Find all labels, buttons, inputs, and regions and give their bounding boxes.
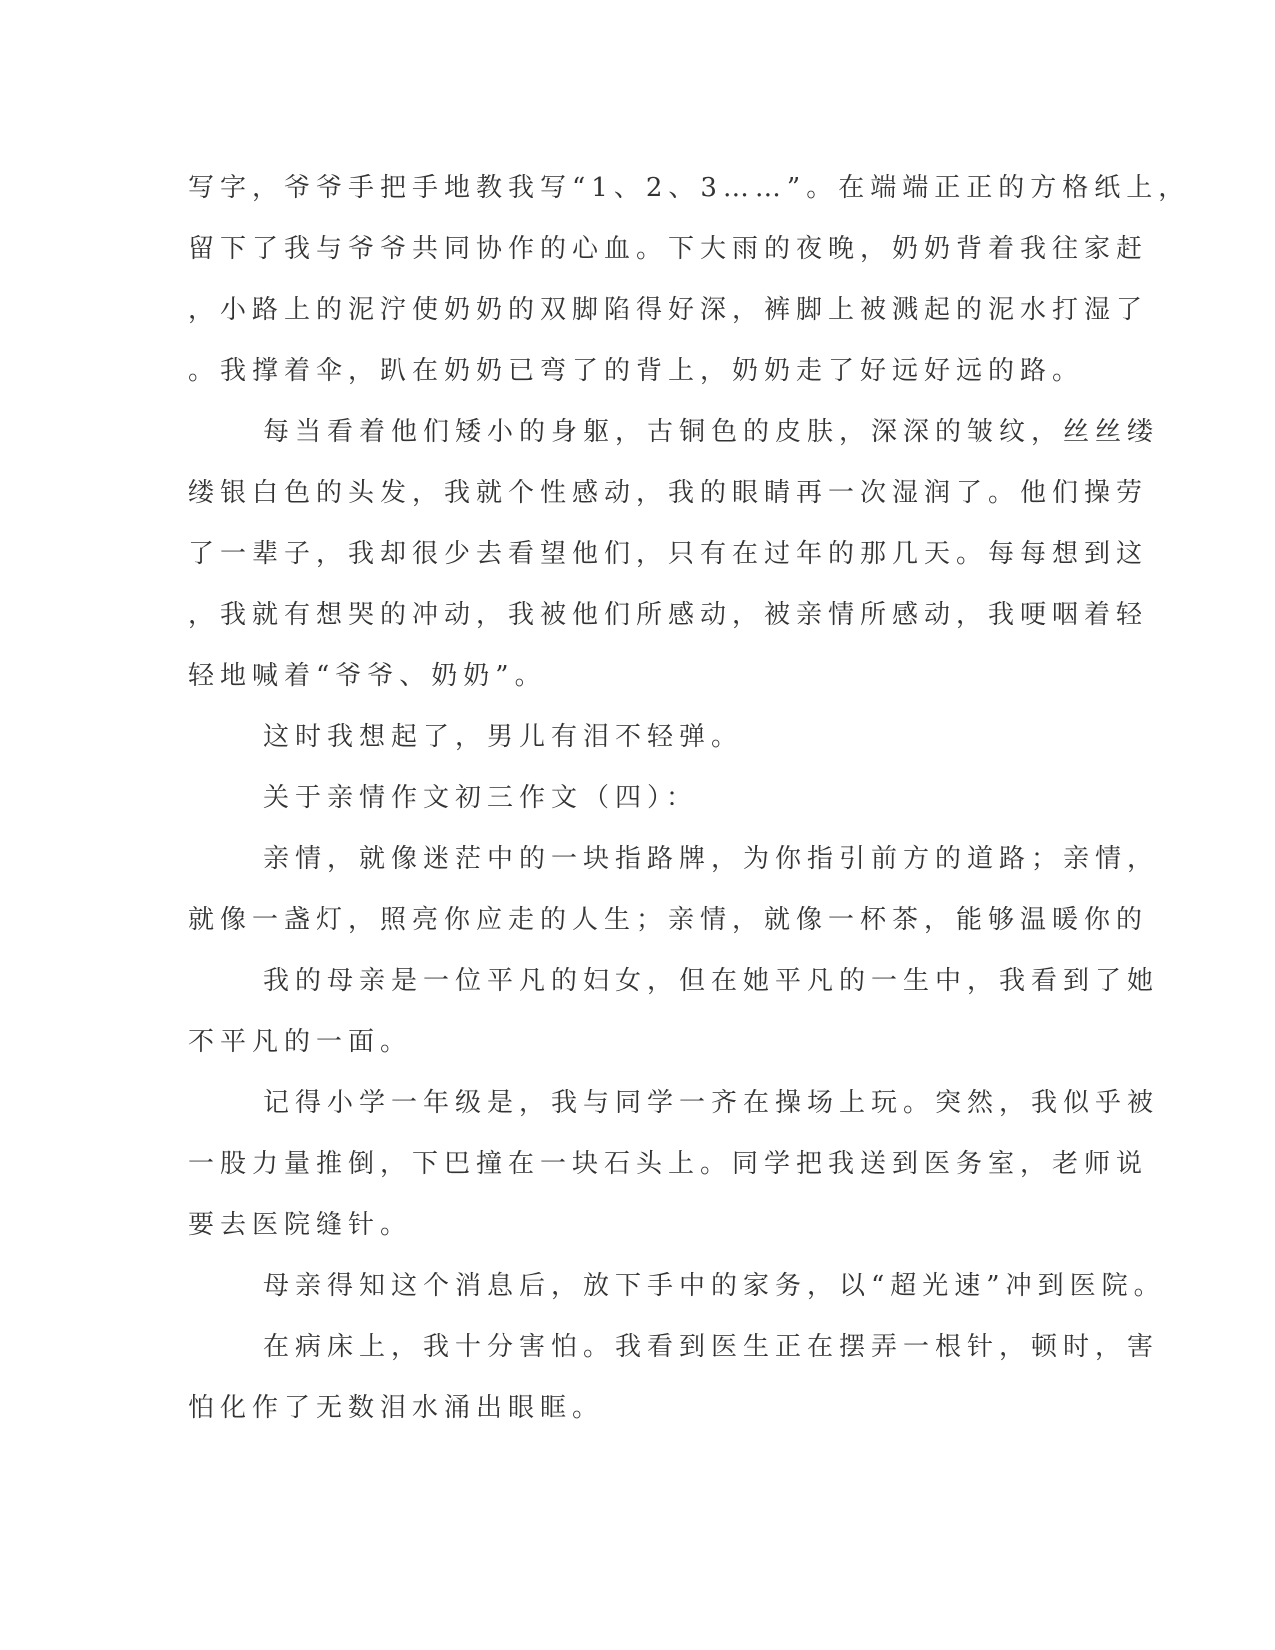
essay-text [188,158,1191,1439]
text-line-5: 每当看着他们矮小的身躯，古铜色的皮肤，深深的皱纹，丝丝缕 [263,417,1160,447]
text-line-8: ，我就有想哭的冲动，我被他们所感动，被亲情所感动，我哽咽着轻 [188,600,1149,630]
text-line-7: 了一辈子，我却很少去看望他们，只有在过年的那几天。每每想到这 [188,539,1149,569]
text-line-12: 亲情，就像迷茫中的一块指路牌，为你指引前方的道路；亲情， [263,844,1160,874]
text-line-17: 一股力量推倒，下巴撞在一块石头上。同学把我送到医务室，老师说 [188,1149,1149,1179]
text-line-14: 我的母亲是一位平凡的妇女，但在她平凡的一生中，我看到了她 [263,966,1160,996]
text-line-21: 怕化作了无数泪水涌出眼眶。 [188,1393,605,1423]
text-line-1: 写字，爷爷手把手地教我写“1、2、3……”。在端端正正的方格纸上， [188,173,1191,203]
text-line-2: 留下了我与爷爷共同协作的心血。下大雨的夜晚，奶奶背着我往家赶 [188,234,1149,264]
text-line-19: 母亲得知这个消息后，放下手中的家务，以“超光速”冲到医院。 [263,1271,1166,1301]
text-line-18: 要去医院缝针。 [188,1210,413,1240]
text-line-15: 不平凡的一面。 [188,1027,413,1057]
text-line-20: 在病床上，我十分害怕。我看到医生正在摆弄一根针，顿时，害 [263,1332,1160,1362]
section-heading: 关于亲情作文初三作文（四）： [263,783,699,813]
text-line-6: 缕银白色的头发，我就个性感动，我的眼睛再一次湿润了。他们操劳 [188,478,1149,508]
text-line-16: 记得小学一年级是，我与同学一齐在操场上玩。突然，我似乎被 [263,1088,1160,1118]
text-line-3: ，小路上的泥泞使奶奶的双脚陷得好深，裤脚上被溅起的泥水打湿了 [188,295,1149,325]
text-line-13: 就像一盏灯，照亮你应走的人生；亲情，就像一杯茶，能够温暖你的 [188,905,1149,935]
text-line-4: 。我撑着伞，趴在奶奶已弯了的背上，奶奶走了好远好远的路。 [188,356,1085,386]
text-line-10: 这时我想起了，男儿有泪不轻弹。 [263,722,744,752]
text-line-9: 轻地喊着“爷爷、奶奶”。 [188,661,547,691]
